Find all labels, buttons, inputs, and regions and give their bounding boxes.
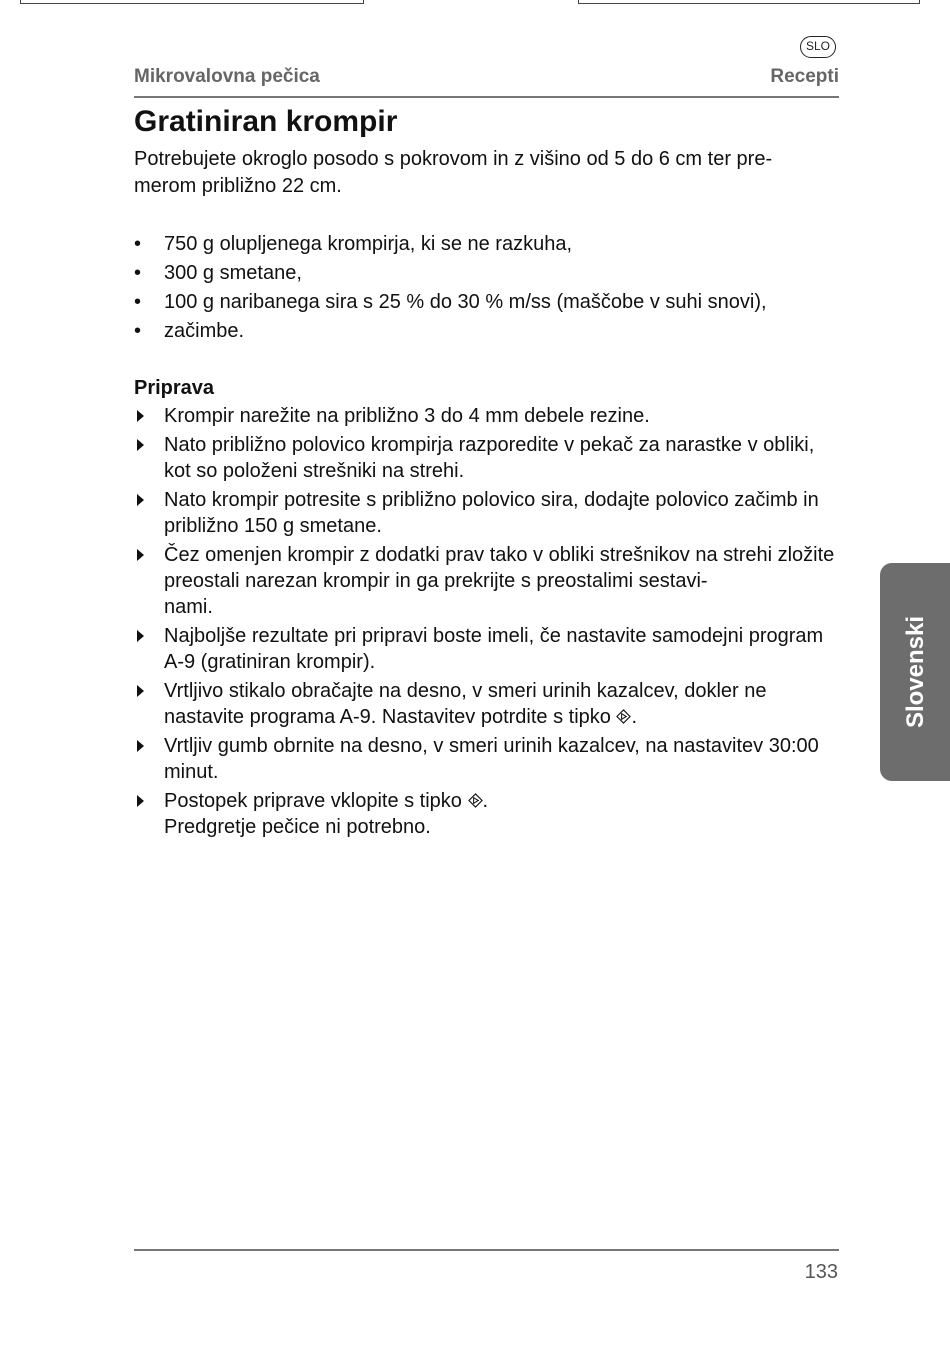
section-heading: Priprava	[134, 377, 215, 399]
arrow-bullet-icon	[137, 549, 144, 561]
list-item: • 300 g smetane,	[134, 259, 844, 288]
arrow-bullet-icon	[137, 685, 144, 697]
step-item: Čez omenjen krompir z dodatki prav tako v obliki strešnikov na strehi zložite preostali narezan krompir in ga prekrijte s preostalimi sestavi- nami.	[134, 542, 844, 620]
arrow-bullet-icon	[137, 630, 144, 642]
header-rule	[134, 96, 839, 98]
arrow-bullet-icon	[137, 740, 144, 752]
page-number: 133	[804, 1261, 838, 1283]
step-item: Nato približno polovico krompirja razporedite v pekač za narastke v obliki, kot so položeni strešniki na strehi.	[134, 432, 844, 484]
footer-rule	[134, 1249, 839, 1251]
running-header-title: Mikrovalovna pečica	[134, 66, 320, 87]
step-item: Krompir narežite na približno 3 do 4 mm debele rezine.	[134, 403, 844, 429]
bullet-icon: •	[134, 233, 142, 255]
step-item: Vrtljiv gumb obrnite na desno, v smeri urinih kazalcev, na nastavitev 30:00 minut.	[134, 733, 844, 785]
ingredient-list	[134, 230, 844, 346]
step-item: Nato krompir potresite s približno polovico sira, dodajte polovico začimb in približno 150 g smetane.	[134, 487, 844, 539]
step-item: Postopek priprave vklopite s tipko . Predgretje pečice ni potrebno.	[134, 788, 844, 840]
arrow-bullet-icon	[137, 439, 144, 451]
bullet-icon: •	[134, 262, 142, 284]
step-item: Najboljše rezultate pri pripravi boste imeli, če nastavite samodejni program A-9 (gratiniran krompir).	[134, 623, 844, 675]
start-diamond-icon	[468, 793, 483, 808]
step-list	[134, 403, 844, 840]
language-badge: SLO	[800, 36, 836, 58]
arrow-bullet-icon	[137, 795, 144, 807]
step-note: Predgretje pečice ni potrebno.	[164, 816, 431, 838]
arrow-bullet-icon	[137, 410, 144, 422]
page-title: Gratiniran krompir	[134, 105, 398, 138]
page-content	[134, 104, 844, 843]
arrow-bullet-icon	[137, 494, 144, 506]
bullet-icon: •	[134, 291, 142, 313]
start-diamond-icon	[616, 709, 631, 724]
crop-mark-left	[20, 0, 364, 4]
list-item: • 100 g naribanega sira s 25 % do 30 % m/ss (maščobe v suhi snovi),	[134, 288, 844, 317]
list-item: • 750 g olupljenega krompirja, ki se ne razkuha,	[134, 230, 844, 259]
crop-mark-right	[578, 0, 920, 4]
language-side-tab	[880, 563, 950, 781]
list-item: • začimbe.	[134, 317, 844, 346]
step-item: Vrtljivo stikalo obračajte na desno, v smeri urinih kazalcev, dokler ne nastavite programa A-9. Nastavitev potrdite s tipko .	[134, 678, 844, 730]
intro-text: Potrebujete okroglo posodo s pokrovom in z višino od 5 do 6 cm ter pre- merom približno 22 cm.	[134, 148, 773, 197]
bullet-icon: •	[134, 320, 142, 342]
side-tab-label: Slovenski	[902, 615, 929, 729]
running-header-section: Recepti	[770, 66, 839, 87]
